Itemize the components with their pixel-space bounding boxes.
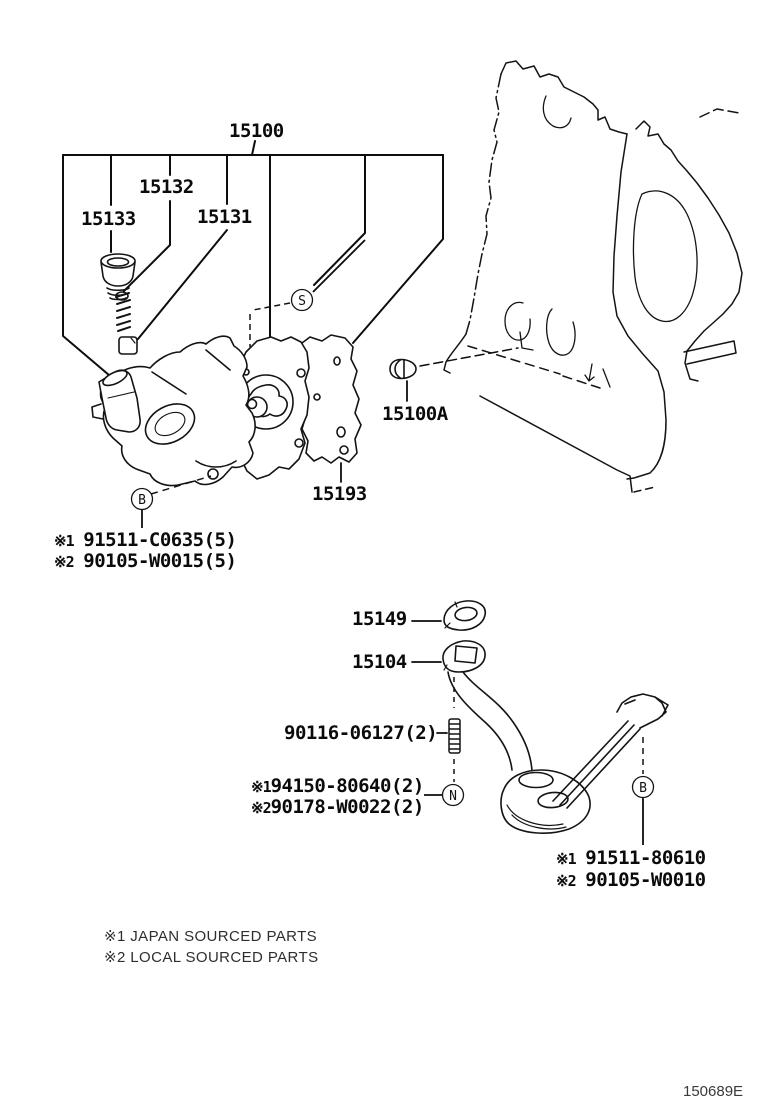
source-mark: ※2 <box>54 553 74 571</box>
callout-90116: 90116-06127(2) <box>284 722 438 744</box>
source-mark: ※2 <box>251 799 271 817</box>
note-row <box>251 776 424 797</box>
block-plug-drawing <box>390 360 416 379</box>
connector-b-left-letter: B <box>138 493 146 508</box>
source-mark: ※2 <box>556 872 576 890</box>
connector-n <box>424 785 464 806</box>
callout-15193: 15193 <box>312 483 367 505</box>
callout-15133: 15133 <box>81 208 136 230</box>
relief-valve-parts-drawing <box>101 254 137 354</box>
callout-15100a: 15100A <box>382 403 448 425</box>
legend-line-local: ※2 LOCAL SOURCED PARTS <box>104 949 319 966</box>
part-number: 91511-C0635(5) <box>83 529 237 551</box>
connector-b-right-letter: B <box>639 781 647 796</box>
note-row <box>556 870 706 892</box>
source-mark: ※1 <box>556 850 576 868</box>
part-number: 90178-W0022(2) <box>270 796 424 818</box>
note-strainer-mount <box>251 776 424 818</box>
connector-n-letter: N <box>449 789 457 804</box>
legend-line-japan: ※1 JAPAN SOURCED PARTS <box>104 928 318 945</box>
figure-code: 150689E <box>683 1083 744 1100</box>
note-pump-mount <box>54 530 236 572</box>
stud-bolt-drawing <box>449 677 460 782</box>
part-number: 90105-W0015(5) <box>83 550 237 572</box>
note-row <box>54 530 236 551</box>
strainer-gasket-drawing <box>444 601 485 630</box>
oil-pump-assembly-drawing <box>92 335 361 486</box>
callout-15149: 15149 <box>352 608 407 630</box>
callout-15132: 15132 <box>139 176 194 198</box>
connector-s-letter: S <box>298 294 306 309</box>
note-row <box>251 797 424 818</box>
sourcing-legend <box>104 926 318 968</box>
note-row <box>556 848 706 870</box>
part-number: 90105-W0010 <box>585 869 706 891</box>
lower-leader-lines <box>412 621 447 733</box>
suction-pipe-drawing <box>443 601 668 833</box>
note-row <box>54 551 236 572</box>
part-number: 91511-80610 <box>585 847 706 869</box>
relief-valve-piston-drawing <box>119 337 137 354</box>
source-mark: ※1 <box>251 778 271 796</box>
callout-15131: 15131 <box>197 206 252 228</box>
connector-s <box>250 240 365 347</box>
part-number: 94150-80640(2) <box>270 775 424 797</box>
callout-15104: 15104 <box>352 651 407 673</box>
source-mark: ※1 <box>54 532 74 550</box>
note-brace-mount <box>556 848 706 892</box>
strainer-bell-drawing <box>501 770 590 833</box>
connector-b-right <box>633 737 654 845</box>
engine-block-drawing <box>444 61 742 492</box>
callout-15100: 15100 <box>229 120 284 142</box>
pipe-flange-drawing <box>443 641 485 672</box>
